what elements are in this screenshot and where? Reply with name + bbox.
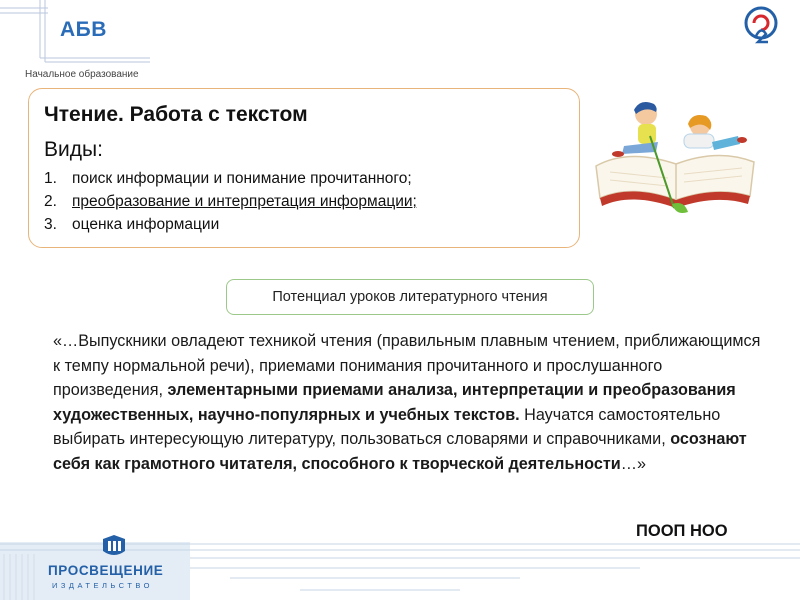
quote-text: …» [620,454,646,473]
quote-bold-text: осознают себя как грамотного читателя, способного к творческой деятельности [53,430,747,473]
list-text: оценка информации [72,216,220,233]
list-text: преобразование и интерпретация информации; [72,193,417,210]
list-number: 1. [44,170,57,187]
list-number: 2. [44,193,57,210]
publisher-name: ПРОСВЕЩЕНИЕ [48,563,164,578]
slide-title: Чтение. Работа с текстом [44,103,308,126]
list-number: 3. [44,216,57,233]
publisher-subtitle: ИЗДАТЕЛЬСТВО [52,581,154,590]
quote-bold-text: элементарными приемами анализа, интерпретации и преобразования художественных, научно-популярных и учебных текстов. [53,381,736,424]
list-text: поиск информации и понимание прочитанного; [72,170,412,187]
section-label: Начальное образование [25,69,139,80]
standard-quote [53,329,765,476]
abv-logo: АБВ [60,18,107,41]
prosveshchenie-logo-icon [101,533,127,559]
potential-label: Потенциал уроков литературного чтения [226,279,594,315]
quote-text: Научатся самостоятельно выбирать интересующую литературу, пользоваться словарями и справочниками, [53,405,721,448]
standard-emblem-icon [743,6,779,48]
slide-subtitle: Виды: [44,138,103,161]
quote-source: ПООП НОО [636,522,728,540]
kids-reading-book-illustration [588,96,766,220]
quote-text: «…Выпускники овладеют техникой чтения (правильным плавным чтением, приближающимся к темпу нормальной речи), приемами понимания прочитанного и прослушанного произведения, [53,332,761,399]
